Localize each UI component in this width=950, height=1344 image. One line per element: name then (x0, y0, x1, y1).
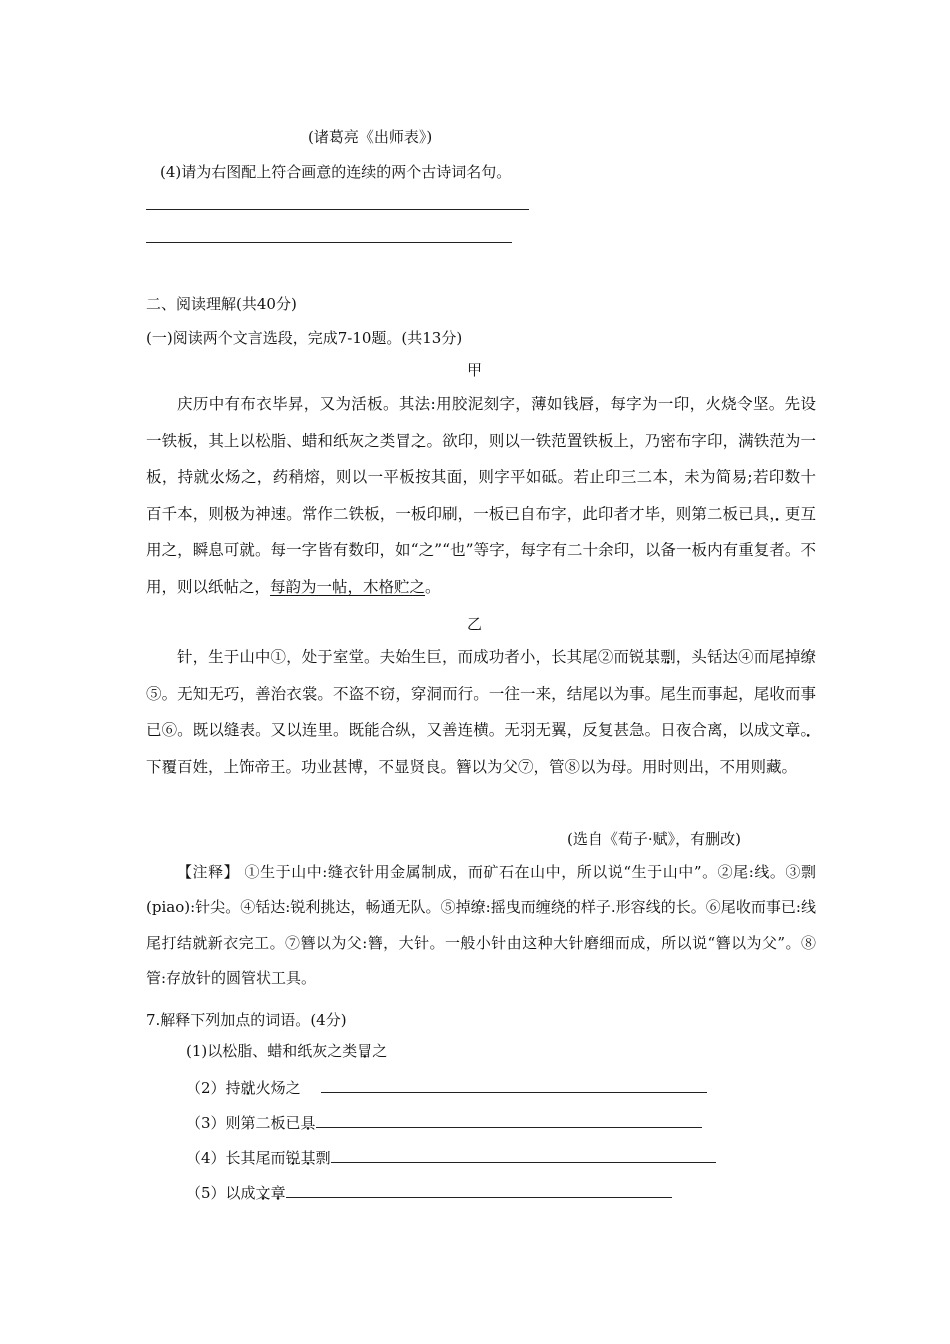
dotted-word: 章 (270, 1184, 286, 1202)
passage-jia-label: 甲 (467, 361, 483, 379)
answer-blank[interactable] (286, 1181, 672, 1198)
answer-blank[interactable] (316, 1111, 702, 1128)
question-7-item-2: （2）持就火炀之 (186, 1076, 707, 1098)
dotted-word: 具 (300, 1114, 316, 1132)
underlined-sentence: 每韵为一帖，木格贮之 (270, 577, 426, 596)
answer-blank[interactable] (321, 1076, 707, 1093)
source-citation: (选自《荀子·赋》，有删改) (567, 830, 741, 848)
part-one-instructions: (一)阅读两个文言选段，完成7-10题。(共13分) (146, 329, 463, 347)
passage-yi: 针，生于山中①，处于室堂。夫始生巨，而成功者小，长其尾②而锐其剽，头铦达④而尾掉缭⑤。无知无巧，善治衣裳。不盗不窃，穿洞而行。一往一来，结尾以为事。尾生而事起，尾收而事已⑥。既以缝表。又以连里。既能合纵，又善连横。无羽无翼，反复甚急。日夜合离，以成文章。下覆百姓，上饰帝王。功业甚博，不显贤良。簪以为父⑦，管⑧以为母。用时则出，不用则藏。 (146, 648, 816, 776)
dotted-word: 锐 (285, 1149, 301, 1167)
dotted-word: 章 (784, 721, 801, 740)
question-7-title: 7.解释下列加点的词语。(4分) (146, 1011, 347, 1029)
question-7-item-4: （4）长其尾而锐其剽 (186, 1146, 716, 1168)
dotted-word: 文 (255, 1184, 271, 1202)
question-7-item-5: （5）以成文章 (186, 1181, 672, 1203)
passage-jia: 庆历中有布衣毕昇，又为活板。其法:用胶泥刻字，薄如钱唇，每字为一印，火烧令坚。先设一铁板，其上以松脂、蜡和纸灰之类冒之。欲印，则以一铁范置铁板上，乃密布字印，满铁范为一板，持就火炀之，药稍熔，则以一平板按其面，则字平如砥。若止印三二本，未为简易;若印数十百千本，则极为神速。常作二铁板，一板印刷，一板已自布字，此印者才毕，则第二板已具，更互用之，瞬息可就。每一字皆有数印，如“之”“也”等字，每字有二十余印，以备一板内有重复者。不用，则以纸帖之，每韵为一帖，木格贮之。 (146, 395, 816, 596)
section-title: 二、阅读理解(共40分) (146, 295, 297, 313)
passage-yi-label: 乙 (467, 615, 483, 633)
annotations (146, 855, 816, 997)
answer-line-2[interactable] (146, 242, 512, 243)
dotted-word: 冒 (395, 431, 411, 450)
question-7-item-1: (1)以松脂、蜡和纸灰之类冒之 (186, 1042, 388, 1060)
dotted-word: 其 (300, 1149, 316, 1167)
annotation-text: ①生于山中:缝衣针用金属制成，而矿石在山中，所以说“生于山中”。②尾:线。③剽(piao):针尖。④铦达:锐利挑达，畅通无队。⑤掉缭:摇曳而缠绕的样子.形容线的长。⑥尾收而事已:线尾打结就新衣完工。⑦簪以为父:簪，大针。一般小针由这种大针磨细而成，所以说“簪以为父”。⑧管:存放针的圆管状工具。 (146, 863, 816, 988)
answer-blank[interactable] (331, 1146, 716, 1163)
answer-line-1[interactable] (146, 209, 529, 210)
citation: (诸葛亮《出师表》) (308, 128, 433, 146)
dotted-word: 锐 (629, 648, 645, 666)
dotted-word: 文 (769, 721, 785, 740)
annotation-label: 【注释】 (177, 863, 240, 881)
question-4: (4)请为右图配上符合画意的连续的两个古诗词名句。 (160, 163, 512, 181)
dotted-word: 具 (753, 504, 770, 523)
dotted-word: 就 (193, 468, 210, 487)
dotted-word: 冒 (357, 1042, 373, 1060)
question-7-item-3: （3）则第二板已具 (186, 1111, 702, 1133)
dotted-word: 其 (644, 648, 661, 666)
dotted-word: 就 (240, 1079, 256, 1097)
